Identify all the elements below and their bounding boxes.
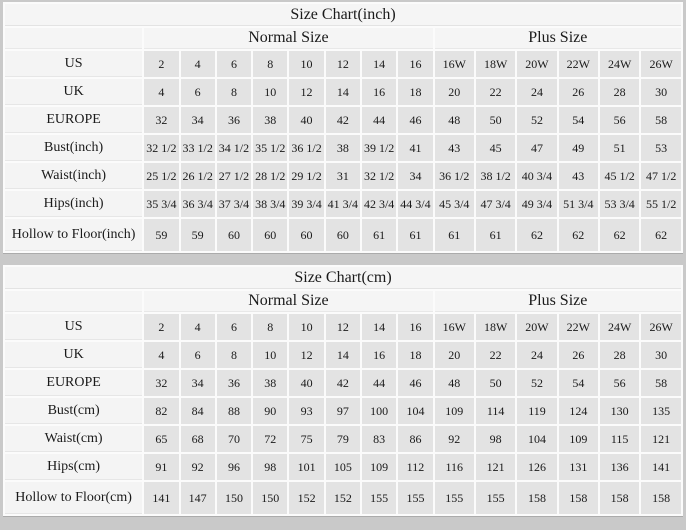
value-cell: 30 — [641, 342, 681, 368]
value-cell: 24W — [600, 314, 639, 340]
value-cell: 101 — [289, 454, 323, 480]
value-cell: 20 — [435, 79, 474, 105]
value-cell: 34 — [181, 107, 215, 133]
value-cell: 141 — [641, 454, 681, 480]
value-cell: 39 1/2 — [362, 135, 396, 161]
value-cell: 22 — [476, 79, 515, 105]
value-cell: 32 1/2 — [144, 135, 178, 161]
value-cell: 52 — [517, 107, 556, 133]
value-cell: 6 — [217, 51, 251, 77]
row-label: Bust(cm) — [5, 398, 142, 424]
table-row — [5, 426, 681, 452]
value-cell: 114 — [476, 398, 515, 424]
value-cell: 55 1/2 — [641, 191, 681, 217]
value-cell: 45 — [476, 135, 515, 161]
value-cell: 112 — [398, 454, 432, 480]
value-cell: 48 — [435, 370, 474, 396]
value-cell: 14 — [362, 51, 396, 77]
value-cell: 39 3/4 — [289, 191, 323, 217]
value-cell: 24W — [600, 51, 639, 77]
value-cell: 59 — [144, 219, 178, 251]
value-cell: 93 — [289, 398, 323, 424]
table-row — [5, 314, 681, 340]
value-cell: 62 — [641, 219, 681, 251]
value-cell: 38 — [326, 135, 360, 161]
value-cell: 109 — [559, 426, 598, 452]
value-cell: 155 — [362, 482, 396, 514]
value-cell: 158 — [559, 482, 598, 514]
value-cell: 20W — [517, 314, 556, 340]
column-group-row — [5, 28, 681, 49]
value-cell: 16 — [398, 51, 432, 77]
value-cell: 53 — [641, 135, 681, 161]
value-cell: 47 3/4 — [476, 191, 515, 217]
value-cell: 62 — [559, 219, 598, 251]
value-cell: 158 — [600, 482, 639, 514]
value-cell: 60 — [289, 219, 323, 251]
value-cell: 22W — [559, 314, 598, 340]
value-cell: 60 — [326, 219, 360, 251]
value-cell: 34 — [398, 163, 432, 189]
value-cell: 20W — [517, 51, 556, 77]
value-cell: 10 — [289, 51, 323, 77]
value-cell: 150 — [253, 482, 287, 514]
value-cell: 16W — [435, 51, 474, 77]
value-cell: 2 — [144, 314, 178, 340]
value-cell: 34 — [181, 370, 215, 396]
table-row — [5, 191, 681, 217]
table-row — [5, 482, 681, 514]
value-cell: 104 — [398, 398, 432, 424]
value-cell: 30 — [641, 79, 681, 105]
value-cell: 31 — [326, 163, 360, 189]
value-cell: 98 — [253, 454, 287, 480]
value-cell: 38 1/2 — [476, 163, 515, 189]
value-cell: 35 3/4 — [144, 191, 178, 217]
value-cell: 91 — [144, 454, 178, 480]
value-cell: 92 — [435, 426, 474, 452]
value-cell: 47 1/2 — [641, 163, 681, 189]
size-chart-cm-table — [3, 265, 683, 516]
value-cell: 60 — [217, 219, 251, 251]
value-cell: 51 3/4 — [559, 191, 598, 217]
value-cell: 96 — [217, 454, 251, 480]
value-cell: 29 1/2 — [289, 163, 323, 189]
value-cell: 8 — [217, 79, 251, 105]
table-row — [5, 370, 681, 396]
value-cell: 28 1/2 — [253, 163, 287, 189]
value-cell: 41 3/4 — [326, 191, 360, 217]
value-cell: 155 — [398, 482, 432, 514]
value-cell: 22 — [476, 342, 515, 368]
value-cell: 42 — [326, 370, 360, 396]
value-cell: 12 — [326, 51, 360, 77]
value-cell: 26 — [559, 342, 598, 368]
value-cell: 68 — [181, 426, 215, 452]
value-cell: 45 1/2 — [600, 163, 639, 189]
value-cell: 104 — [517, 426, 556, 452]
value-cell: 141 — [144, 482, 178, 514]
table-row — [5, 51, 681, 77]
value-cell: 35 1/2 — [253, 135, 287, 161]
value-cell: 41 — [398, 135, 432, 161]
value-cell: 54 — [559, 107, 598, 133]
table-row — [5, 342, 681, 368]
value-cell: 32 1/2 — [362, 163, 396, 189]
value-cell: 4 — [181, 314, 215, 340]
value-cell: 62 — [600, 219, 639, 251]
value-cell: 34 1/2 — [217, 135, 251, 161]
table-row — [5, 107, 681, 133]
value-cell: 131 — [559, 454, 598, 480]
value-cell: 40 — [289, 107, 323, 133]
value-cell: 59 — [181, 219, 215, 251]
value-cell: 79 — [326, 426, 360, 452]
value-cell: 8 — [253, 51, 287, 77]
value-cell: 60 — [253, 219, 287, 251]
table-row — [5, 219, 681, 251]
value-cell: 46 — [398, 107, 432, 133]
value-cell: 38 — [253, 370, 287, 396]
row-label: UK — [5, 79, 142, 105]
row-label: Hollow to Floor(cm) — [5, 482, 142, 514]
value-cell: 84 — [181, 398, 215, 424]
value-cell: 38 3/4 — [253, 191, 287, 217]
value-cell: 65 — [144, 426, 178, 452]
value-cell: 4 — [144, 79, 178, 105]
value-cell: 14 — [362, 314, 396, 340]
value-cell: 61 — [362, 219, 396, 251]
value-cell: 135 — [641, 398, 681, 424]
value-cell: 56 — [600, 370, 639, 396]
value-cell: 36 1/2 — [289, 135, 323, 161]
value-cell: 26W — [641, 51, 681, 77]
row-label: US — [5, 314, 142, 340]
value-cell: 75 — [289, 426, 323, 452]
value-cell: 12 — [326, 314, 360, 340]
row-label: Hips(cm) — [5, 454, 142, 480]
value-cell: 86 — [398, 426, 432, 452]
value-cell: 10 — [253, 342, 287, 368]
normal-size-header: Normal Size — [144, 291, 432, 312]
value-cell: 18 — [398, 79, 432, 105]
plus-size-header: Plus Size — [435, 291, 681, 312]
value-cell: 152 — [289, 482, 323, 514]
value-cell: 16 — [398, 314, 432, 340]
row-label: EUROPE — [5, 107, 142, 133]
value-cell: 44 — [362, 370, 396, 396]
column-group-row — [5, 291, 681, 312]
value-cell: 14 — [326, 342, 360, 368]
value-cell: 88 — [217, 398, 251, 424]
value-cell: 32 — [144, 107, 178, 133]
value-cell: 44 3/4 — [398, 191, 432, 217]
value-cell: 12 — [289, 342, 323, 368]
value-cell: 61 — [435, 219, 474, 251]
value-cell: 2 — [144, 51, 178, 77]
value-cell: 121 — [641, 426, 681, 452]
value-cell: 32 — [144, 370, 178, 396]
value-cell: 58 — [641, 107, 681, 133]
value-cell: 26 1/2 — [181, 163, 215, 189]
size-chart-inch-table — [3, 2, 683, 253]
value-cell: 26W — [641, 314, 681, 340]
value-cell: 38 — [253, 107, 287, 133]
value-cell: 116 — [435, 454, 474, 480]
table-row — [5, 79, 681, 105]
value-cell: 8 — [217, 342, 251, 368]
value-cell: 61 — [476, 219, 515, 251]
value-cell: 52 — [517, 370, 556, 396]
value-cell: 155 — [435, 482, 474, 514]
value-cell: 44 — [362, 107, 396, 133]
value-cell: 109 — [362, 454, 396, 480]
table-title: Size Chart(cm) — [5, 267, 681, 289]
value-cell: 54 — [559, 370, 598, 396]
value-cell: 158 — [641, 482, 681, 514]
title-row — [5, 267, 681, 289]
value-cell: 119 — [517, 398, 556, 424]
value-cell: 150 — [217, 482, 251, 514]
value-cell: 147 — [181, 482, 215, 514]
value-cell: 43 — [559, 163, 598, 189]
value-cell: 6 — [217, 314, 251, 340]
value-cell: 83 — [362, 426, 396, 452]
value-cell: 48 — [435, 107, 474, 133]
value-cell: 51 — [600, 135, 639, 161]
value-cell: 115 — [600, 426, 639, 452]
value-cell: 72 — [253, 426, 287, 452]
value-cell: 16W — [435, 314, 474, 340]
value-cell: 46 — [398, 370, 432, 396]
value-cell: 82 — [144, 398, 178, 424]
value-cell: 37 3/4 — [217, 191, 251, 217]
value-cell: 10 — [289, 314, 323, 340]
row-label: EUROPE — [5, 370, 142, 396]
table-row — [5, 398, 681, 424]
value-cell: 16 — [362, 79, 396, 105]
value-cell: 20 — [435, 342, 474, 368]
value-cell: 40 3/4 — [517, 163, 556, 189]
value-cell: 49 — [559, 135, 598, 161]
title-row — [5, 4, 681, 26]
value-cell: 24 — [517, 79, 556, 105]
value-cell: 42 — [326, 107, 360, 133]
value-cell: 62 — [517, 219, 556, 251]
row-label: UK — [5, 342, 142, 368]
plus-size-header: Plus Size — [435, 28, 681, 49]
row-label: Bust(inch) — [5, 135, 142, 161]
row-label: US — [5, 51, 142, 77]
value-cell: 158 — [517, 482, 556, 514]
table-row — [5, 454, 681, 480]
value-cell: 36 — [217, 370, 251, 396]
value-cell: 43 — [435, 135, 474, 161]
value-cell: 36 1/2 — [435, 163, 474, 189]
value-cell: 8 — [253, 314, 287, 340]
table-title: Size Chart(inch) — [5, 4, 681, 26]
value-cell: 14 — [326, 79, 360, 105]
value-cell: 4 — [181, 51, 215, 77]
value-cell: 16 — [362, 342, 396, 368]
value-cell: 33 1/2 — [181, 135, 215, 161]
value-cell: 6 — [181, 342, 215, 368]
value-cell: 36 3/4 — [181, 191, 215, 217]
value-cell: 18W — [476, 314, 515, 340]
value-cell: 50 — [476, 370, 515, 396]
value-cell: 49 3/4 — [517, 191, 556, 217]
value-cell: 25 1/2 — [144, 163, 178, 189]
value-cell: 90 — [253, 398, 287, 424]
value-cell: 155 — [476, 482, 515, 514]
value-cell: 18 — [398, 342, 432, 368]
value-cell: 98 — [476, 426, 515, 452]
row-label: Waist(cm) — [5, 426, 142, 452]
value-cell: 28 — [600, 79, 639, 105]
corner-cell — [5, 291, 142, 312]
value-cell: 56 — [600, 107, 639, 133]
value-cell: 70 — [217, 426, 251, 452]
value-cell: 47 — [517, 135, 556, 161]
value-cell: 26 — [559, 79, 598, 105]
value-cell: 121 — [476, 454, 515, 480]
value-cell: 24 — [517, 342, 556, 368]
value-cell: 50 — [476, 107, 515, 133]
value-cell: 126 — [517, 454, 556, 480]
value-cell: 45 3/4 — [435, 191, 474, 217]
value-cell: 4 — [144, 342, 178, 368]
value-cell: 40 — [289, 370, 323, 396]
table-row — [5, 163, 681, 189]
value-cell: 152 — [326, 482, 360, 514]
value-cell: 124 — [559, 398, 598, 424]
value-cell: 28 — [600, 342, 639, 368]
row-label: Hollow to Floor(inch) — [5, 219, 142, 251]
value-cell: 10 — [253, 79, 287, 105]
value-cell: 18W — [476, 51, 515, 77]
row-label: Waist(inch) — [5, 163, 142, 189]
value-cell: 27 1/2 — [217, 163, 251, 189]
table-row — [5, 135, 681, 161]
corner-cell — [5, 28, 142, 49]
value-cell: 6 — [181, 79, 215, 105]
value-cell: 97 — [326, 398, 360, 424]
value-cell: 136 — [600, 454, 639, 480]
value-cell: 61 — [398, 219, 432, 251]
value-cell: 42 3/4 — [362, 191, 396, 217]
value-cell: 58 — [641, 370, 681, 396]
value-cell: 92 — [181, 454, 215, 480]
value-cell: 53 3/4 — [600, 191, 639, 217]
value-cell: 130 — [600, 398, 639, 424]
value-cell: 105 — [326, 454, 360, 480]
value-cell: 36 — [217, 107, 251, 133]
normal-size-header: Normal Size — [144, 28, 432, 49]
value-cell: 22W — [559, 51, 598, 77]
row-label: Hips(inch) — [5, 191, 142, 217]
value-cell: 100 — [362, 398, 396, 424]
value-cell: 109 — [435, 398, 474, 424]
value-cell: 12 — [289, 79, 323, 105]
